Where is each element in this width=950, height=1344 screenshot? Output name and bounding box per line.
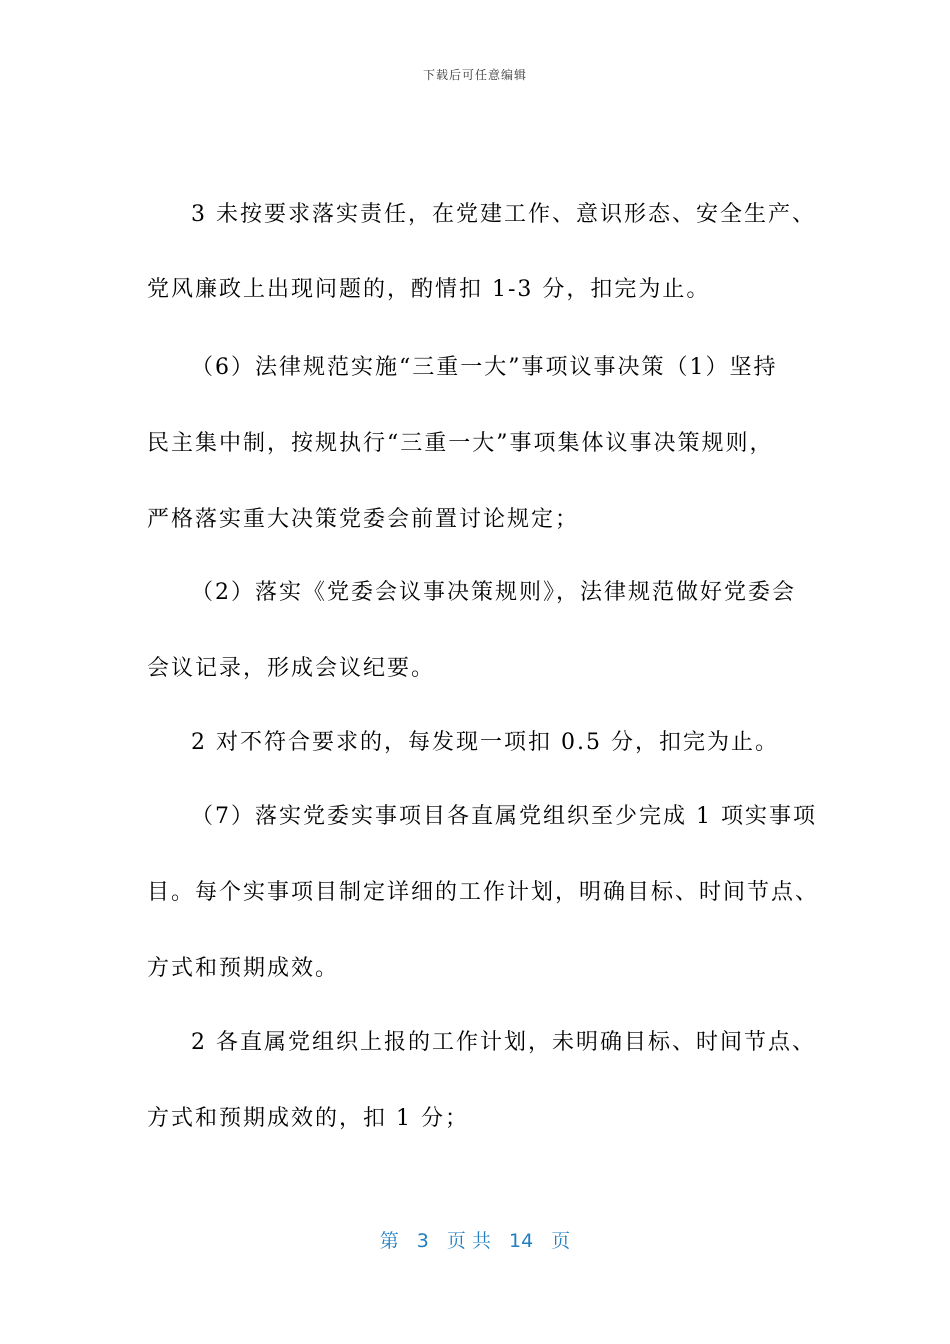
- footer-page-number: 3: [416, 1230, 429, 1252]
- footer-suffix: 页: [551, 1230, 571, 1252]
- body-line: 民主集中制，按规执行“三重一大”事项集体议事决策规则，: [147, 431, 774, 456]
- body-line: （6）法律规范实施“三重一大”事项议事决策（1）坚持: [191, 355, 778, 380]
- body-line: （2）落实《党委会议事决策规则》，法律规范做好党委会: [191, 580, 796, 605]
- body-line: 方式和预期成效的，扣 1 分；: [147, 1106, 469, 1131]
- footer-middle: 页 共: [446, 1230, 491, 1252]
- body-line: （7）落实党委实事项目各直属党组织至少完成 1 项实事项: [191, 804, 817, 829]
- body-line: 严格落实重大决策党委会前置讨论规定；: [147, 507, 580, 532]
- body-line: 会议记录，形成会议纪要。: [147, 656, 436, 681]
- footer-total-pages: 14: [509, 1230, 534, 1252]
- body-line: 2 各直属党组织上报的工作计划，未明确目标、时间节点、: [191, 1030, 816, 1055]
- footer-prefix: 第: [379, 1230, 399, 1252]
- body-line: 目。每个实事项目制定详细的工作计划，明确目标、时间节点、: [147, 880, 820, 905]
- body-line: 党风廉政上出现问题的，酌情扣 1-3 分，扣完为止。: [147, 277, 711, 302]
- page-footer: [0, 1226, 950, 1253]
- body-line: 方式和预期成效。: [147, 956, 340, 981]
- page-header-note: 下载后可任意编辑: [422, 68, 527, 82]
- body-line: 2 对不符合要求的，每发现一项扣 0.5 分，扣完为止。: [191, 730, 779, 755]
- body-line: 3 未按要求落实责任，在党建工作、意识形态、安全生产、: [191, 202, 816, 227]
